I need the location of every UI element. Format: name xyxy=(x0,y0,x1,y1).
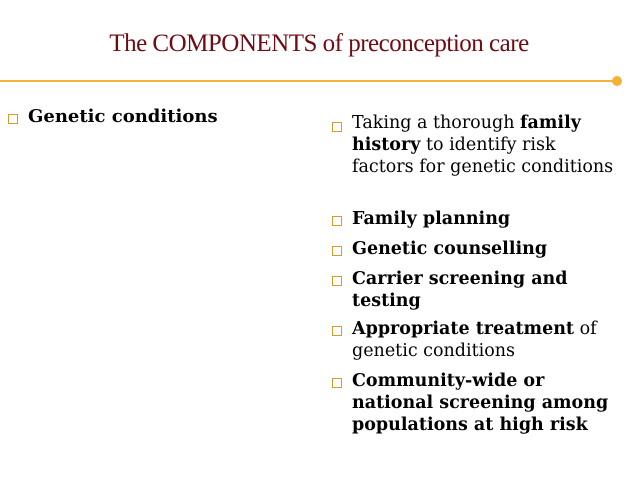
bullet-icon xyxy=(332,122,342,132)
slide-title: The COMPONENTS of preconception care xyxy=(109,30,529,57)
bullet-icon xyxy=(332,216,342,226)
right-item-carrier-screening: Carrier screening and testing xyxy=(352,269,568,311)
bullet-icon xyxy=(8,114,18,124)
right-item-community-screening: Community-wide or national screening among populations at high risk xyxy=(352,371,609,435)
title-divider-dot xyxy=(612,76,622,86)
right-item-family-planning: Family planning xyxy=(352,209,511,229)
bullet-icon xyxy=(332,246,342,256)
right-item-appropriate-treatment: Appropriate treatment of genetic conditions xyxy=(352,319,597,361)
title-divider-line xyxy=(0,80,616,82)
left-item-genetic-conditions: Genetic conditions xyxy=(28,106,218,127)
bullet-icon xyxy=(332,326,342,336)
bullet-icon xyxy=(332,378,342,388)
bullet-icon xyxy=(332,276,342,286)
right-item-family-history: Taking a thorough family history to identify risk factors for genetic conditions xyxy=(352,113,614,177)
right-item-genetic-counselling: Genetic counselling xyxy=(352,239,548,259)
